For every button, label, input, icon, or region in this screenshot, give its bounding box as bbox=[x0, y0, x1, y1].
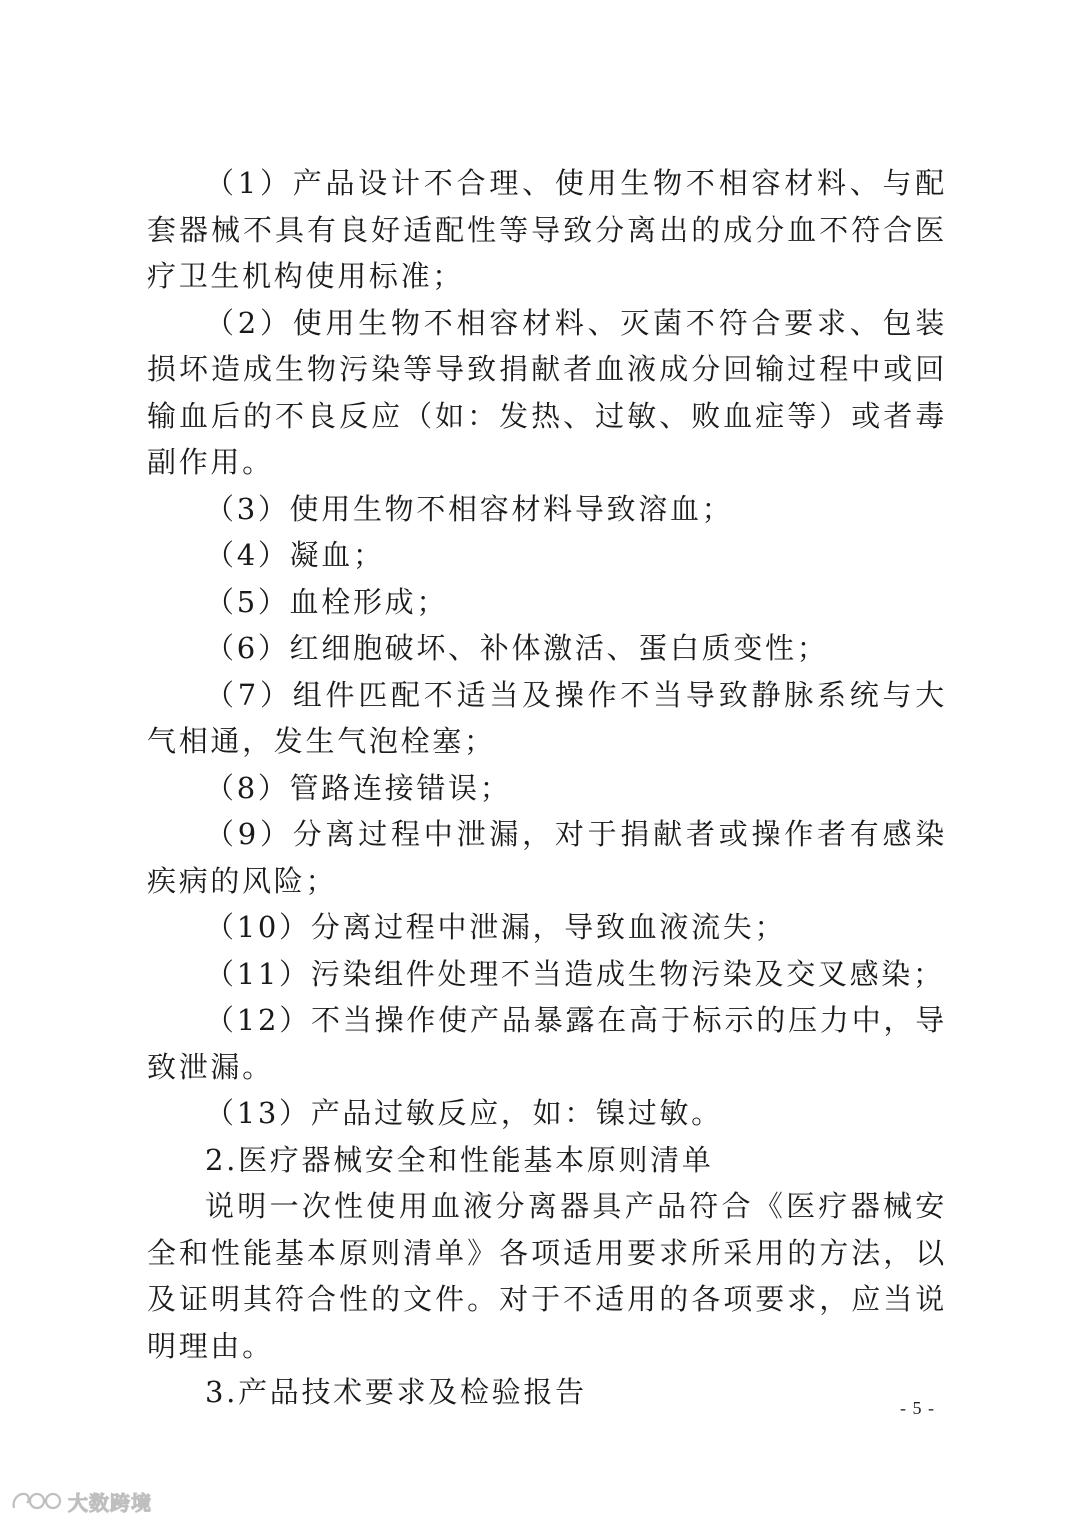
paragraph-section-2-body: 说明一次性使用血液分离器具产品符合《医疗器械安全和性能基本原则清单》各项适用要求所采用的方法，以及证明其符合性的文件。对于不适用的各项要求，应当说明理由。 bbox=[147, 1189, 947, 1363]
paragraph-risk-6: （6）红细胞破坏、补体激活、蛋白质变性； bbox=[205, 631, 829, 665]
paragraph-risk-8: （8）管路连接错误； bbox=[205, 770, 512, 805]
paragraph-risk-1: （1）产品设计不合理、使用生物不相容材料、与配套器械不具有良好适配性等导致分离出的成分血不符合医疗卫生机构使用标准； bbox=[147, 166, 947, 293]
paragraph-risk-3: （3）使用生物不相容材料导致溶血； bbox=[205, 491, 734, 526]
paragraph-risk-13: （13）产品过敏反应，如：镍过敏。 bbox=[205, 1096, 723, 1130]
paragraph-risk-9: （9）分离过程中泄漏，对于捐献者或操作者有感染疾病的风险； bbox=[147, 817, 947, 898]
paragraph-risk-5: （5）血栓形成； bbox=[205, 584, 449, 619]
brand-logo-icon bbox=[10, 1488, 64, 1514]
watermark bbox=[10, 1486, 152, 1516]
paragraph-risk-11: （11）污染组件处理不当造成生物污染及交叉感染； bbox=[205, 956, 945, 991]
paragraph-risk-4: （4）凝血； bbox=[205, 538, 385, 572]
paragraph-risk-2: （2）使用生物不相容材料、灭菌不符合要求、包装损坏造成生物污染等导致捐献者血液成分回输过程中或回输血后的不良反应（如：发热、过敏、败血症等）或者毒副作用。 bbox=[147, 305, 947, 479]
watermark-text: 大数跨境 bbox=[68, 1490, 152, 1515]
section-heading-3: 3.产品技术要求及检验报告 bbox=[205, 1375, 587, 1409]
section-heading-2: 2.医疗器械安全和性能基本原则清单 bbox=[205, 1142, 714, 1177]
paragraph-risk-12: （12）不当操作使产品暴露在高于标示的压力中，导致泄漏。 bbox=[147, 1003, 947, 1084]
page-number: - 5 - bbox=[900, 1398, 935, 1418]
paragraph-risk-7: （7）组件匹配不适当及操作不当导致静脉系统与大气相通，发生气泡栓塞； bbox=[147, 677, 947, 758]
document-body bbox=[147, 160, 947, 1416]
paragraph-risk-10: （10）分离过程中泄漏，导致血液流失； bbox=[205, 910, 787, 944]
